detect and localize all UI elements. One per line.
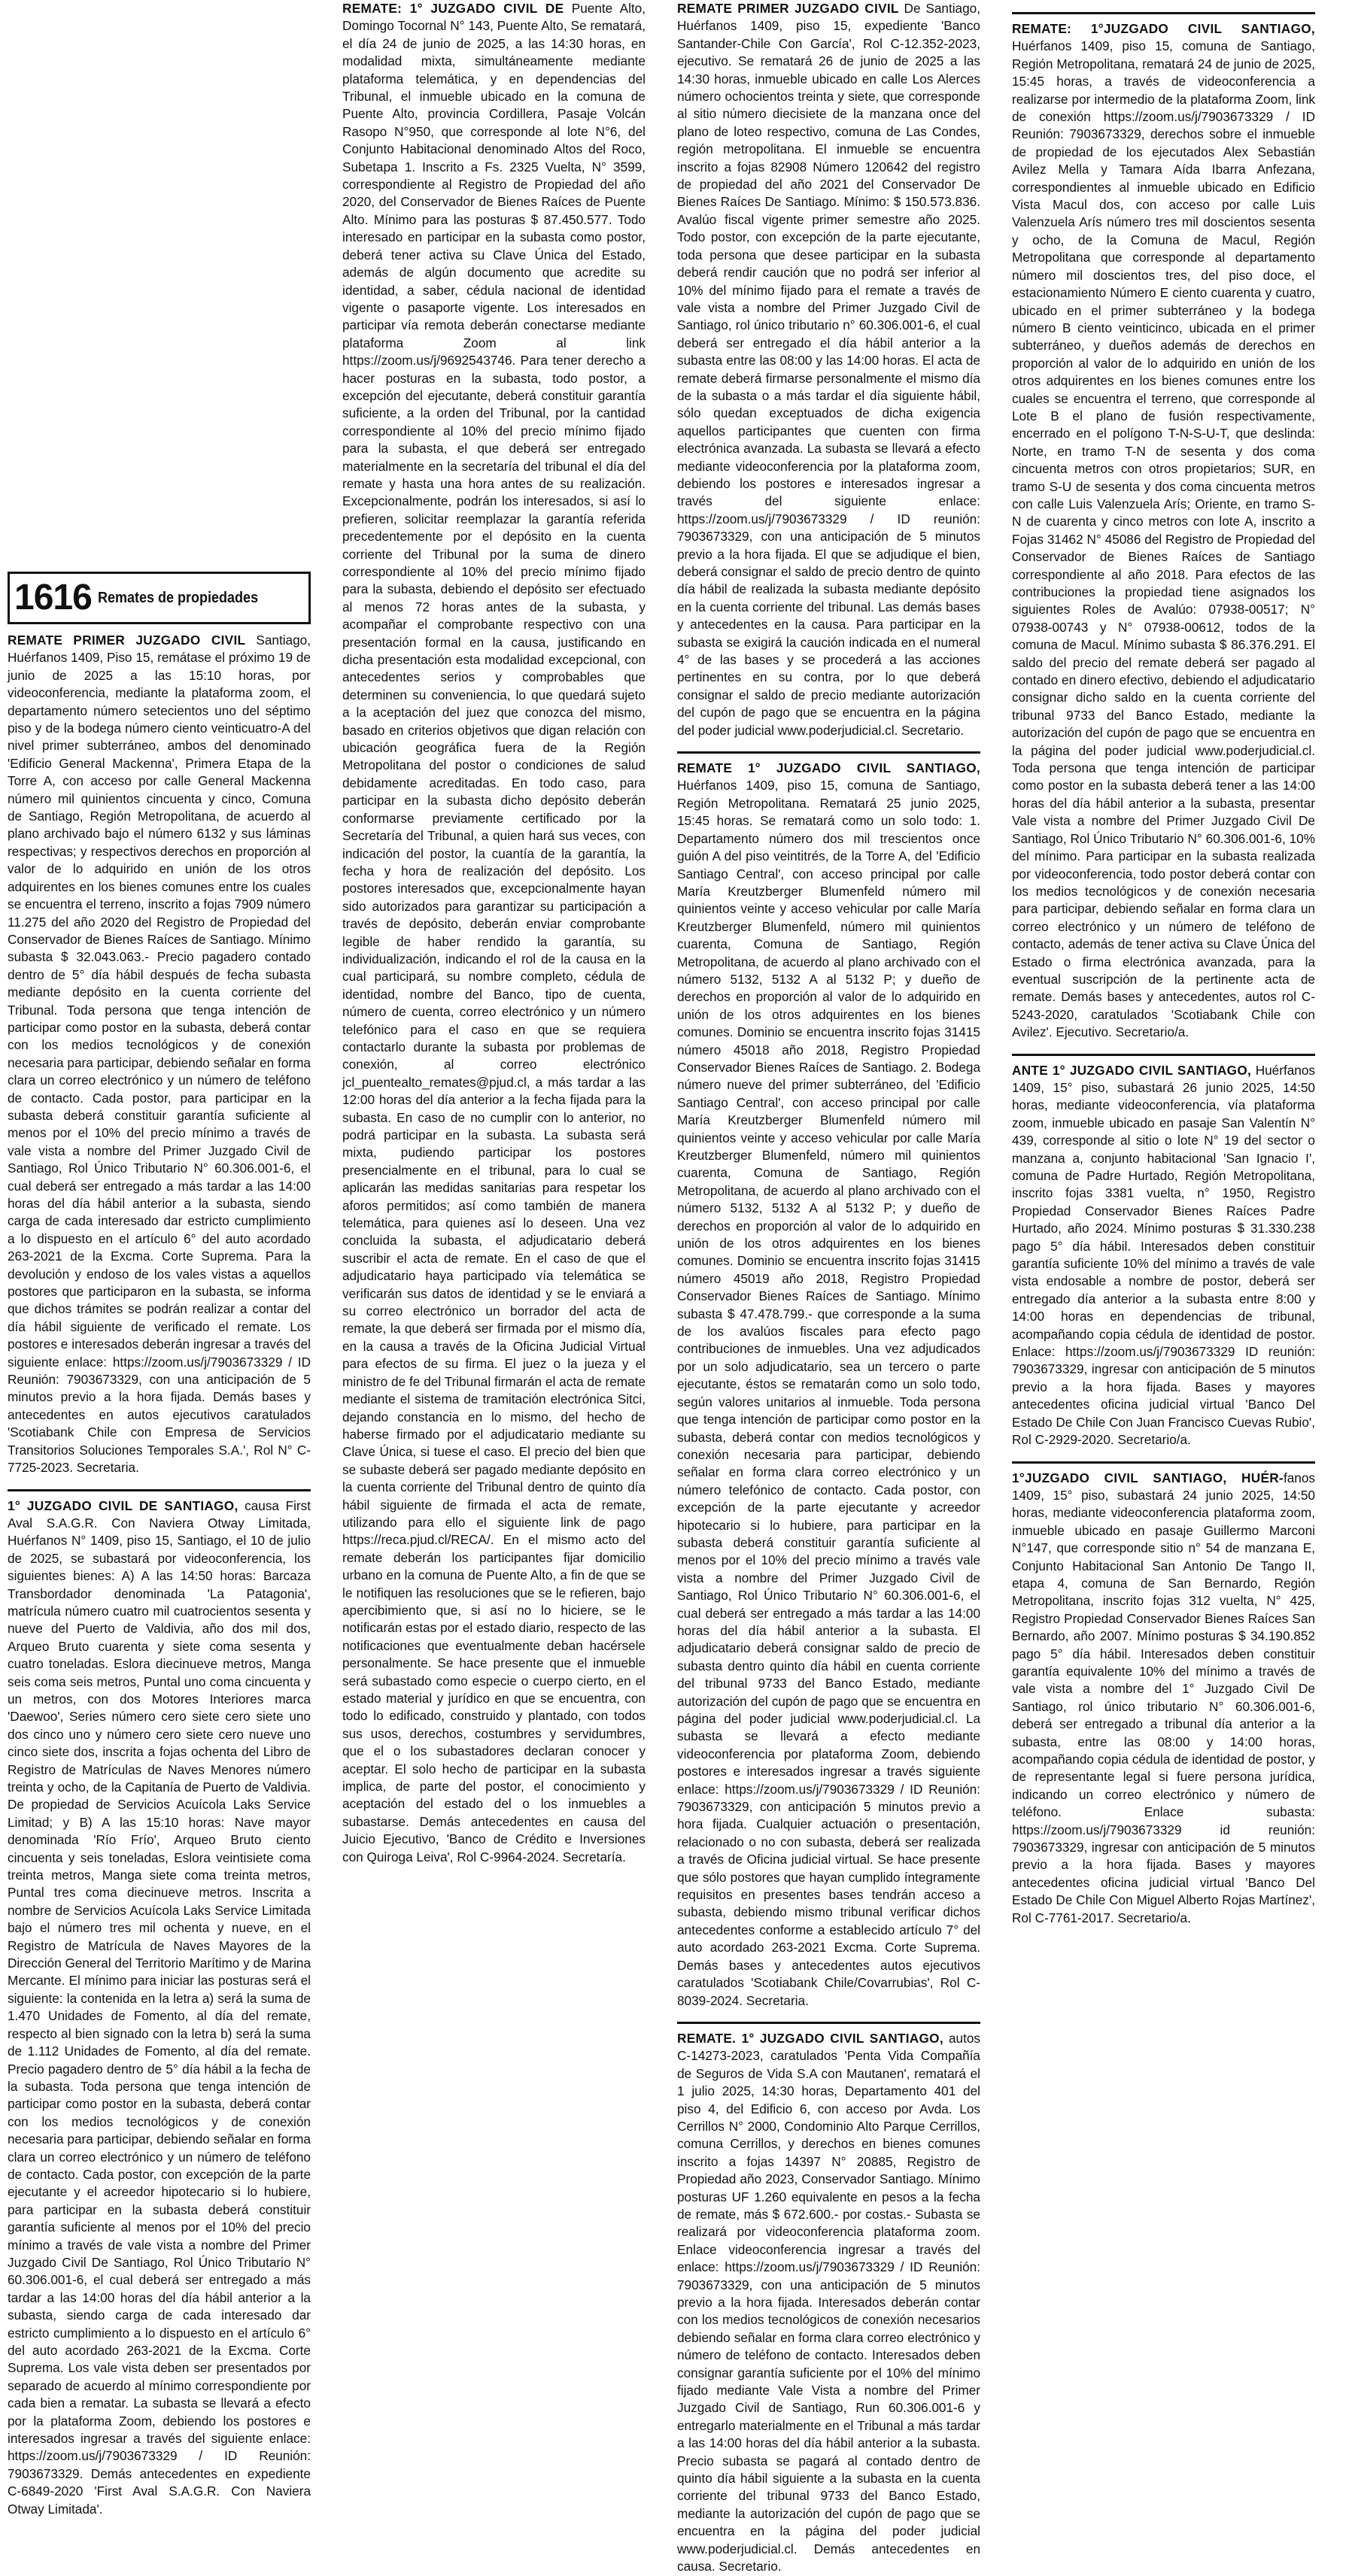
notice-lead: 1°JUZGADO CIVIL SANTIAGO, HUÉR- [1012, 1470, 1284, 1485]
notice-body: autos C-14273-2023, caratulados 'Penta Vida Compañía de Seguros de Vida S.A con Mautanen', rematará el 1 julio 2025, 14:30 horas, Departamento 401 del piso 4, del Edificio 6, con acceso por Avda. Los Cerrillos N° 2000, Condominio Alto Parque Cerrillos, comuna Cerrillos, y derechos en bienes comunes inscrito a fojas 14397 N° 20885, Registro de Propiedad año 2023, Conservador Santiago. Mínimo posturas UF 1.260 equivalente en pesos a la fecha de remate, más $ 672.600.- por costas.- Subasta se realizará por videoconferencia plataforma zoom. Enlace videoconferencia ingresar a través del enlace: https://zoom.us/j/7903673329 / ID Reunión: 7903673329, con una anticipación de 5 minutos previo a la hora fijada. Interesados deberán contar con los medios tecnológicos de conexión necesarios debiendo señalar en forma clara correo electrónico y número de teléfono de contacto. Interesados deben consignar garantía suficiente por el 10% del mínimo fijado mediante Vale Vista a nombre del Primer Juzgado Civil de Santiago, Run 60.306.001-6 y entregarlo materialmente en el Tribunal a más tardar a las 14:00 horas del día hábil anterior a la subasta. Precio subasta se pagará al contado dentro de quinto día hábil siguiente a la subasta en la cuenta corriente del tribunal 9733 del Banco Estado, mediante la autorización del cupón de pago que se encuentra en la página del poder judicial www.poderjudicial.cl. Demás antecedentes en causa. Secretario. [677, 2030, 981, 2574]
notice-lead: REMATE: 1° JUZGADO CIVIL DE [342, 1, 564, 16]
notice-body: Huérfanos 1409, 15° piso, subastará 26 junio 2025, 14:50 horas, mediante videoconferencia, vía plataforma zoom, inmueble ubicado en pasaje San Valentín N° 439, corresponde al sitio o lote N° 19 del sector o manzana a, conjunto habitacional 'San Ignacio I', comuna de Padre Hurtado, Región Metropolitana, inscrito fojas 3381 vuelta, n° 1950, Registro Propiedad Conservador Bienes Raíces Padre Hurtado, año 2024. Mínimo posturas $ 31.330.238 pago 5° día hábil. Interesados deben constituir garantía suficiente 10% del mínimo a través de vale vista endosable a nombre de postor, deberá ser entregado día anterior a la subasta entre 8:00 y 14:00 horas en dependencias de tribunal, acompañando copia cédula de identidad de postor. Enlace: https://zoom.us/j/7903673329 ID reunión: 7903673329, ingresar con anticipación de 5 minutos previo a la hora fijada. Bases y mayores antecedentes oficina judicial virtual 'Banco Del Estado De Chile Con Juan Francisco Cuevas Rubio', Rol C-2929-2020. Secretario/a. [1012, 1062, 1315, 1448]
notice-body: Santiago, Huérfanos 1409, Piso 15, remátase el próximo 19 de junio de 2025 a las 15:10 horas, por videoconferencia, mediante la plataforma zoom, el departamento número setecientos uno del séptimo piso y de la bodega número ciento veinticuatro-A del nivel primer subterráneo, ambos del denominado 'Edificio General Mackenna', Primera Etapa de la Torre A, con acceso por calle General Mackenna número mil quinientos cincuenta y cinco, Comuna de Santiago, Región Metropolitana, de acuerdo al plano archivado bajo el número 6132 y sus láminas respectivas; y respectivos derechos en proporción al valor de lo adquirido en unión de los otros adquirentes en los bienes comunes entre los cuales se encuentra el terreno, inscrito a fojas 7909 número 11.275 del año 2020 del Registro de Propiedad del Conservador de Bienes Raíces de Santiago. Mínimo subasta $ 32.043.063.- Precio pagadero contado dentro de 5° día hábil después de fecha subasta mediante depósito en la cuenta corriente del Tribunal. Toda persona que tenga intención de participar como postor en la subasta, deberá contar con los medios tecnológicos y de conexión necesaria para participar, debiendo señalar en forma clara un correo electrónico y un número de teléfono de contacto. Cada postor, para participar en la subasta deberá constituir garantía suficiente al menos por el 10% del precio mínimo a través de vale vista a nombre del Primer Juzgado Civil de Santiago, Rol Único Tributario N° 60.306.001-6, el cual deberá ser entregado a más tardar a las 14:00 horas del día hábil anterior a la subasta, siendo carga de cada interesado dar estricto cumplimiento a lo dispuesto en el artículo 6° del auto acordado 263-2021 de la Excma. Corte Suprema. Para la devolución y endoso de los vales vistas a aquellos postores que participaron en la subasta, se informa que dichos trámites se podrán realizar a contar del día hábil siguiente de verificado el remate. Los postores e interesados deberán ingresar a través del siguiente enlace: https://zoom.us/j/7903673329 / ID Reunión: 7903673329, con una anticipación de 5 minutos previo a la hora fijada. Demás bases y antecedentes en autos ejecutivos caratulados 'Scotiabank Chile con Empresa de Servicios Transitorios Soluciones Temporales S.A.', Rol N° C-7725-2023. Secretaria. [8, 633, 311, 1476]
notice-lead: REMATE PRIMER JUZGADO CIVIL [677, 1, 899, 16]
section-title: Remates de propiedades [97, 590, 258, 606]
notice-lead: 1° JUZGADO CIVIL DE SANTIAGO, [8, 1497, 239, 1513]
notice-6 [677, 2022, 980, 2576]
column-4 [1012, 0, 1315, 2517]
notice-body: Huérfanos 1409, piso 15, comuna de Santiago, Región Metropolitana, rematará 24 de junio de 2025, 15:45 horas, a través de videoconferencia a realizarse por intermedio de la plataforma Zoom, link de conexión https://zoom.us/j/7903673329 / ID Reunión: 7903673329, derechos sobre el inmueble de propiedad de los ejecutados Alex Sebastián Avilez Mella y Tamara Aída Ibarra Anfezana, correspondientes al inmueble ubicado en Edificio Vista Macul dos, con acceso por calle Luis Valenzuela Arís número tres mil doscientos sesenta y ocho, de la Comuna de Macul, Región Metropolitana que corresponde al departamento número mil doscientos tres, del piso doce, el estacionamiento Número E ciento cuarenta y cuatro, ubicado en el primer subterráneo y la bodega número B ciento veinticinco, ubicada en el primer subterráneo, y dueños además de derechos en proporción al valor de lo adquirido en unión de los otros adquirentes en los bienes comunes entre los cuales se encuentra el terreno, que corresponde al Lote B el plano de fusión respectivamente, encerrado en el polígono T-N-S-U-T, que deslinda: Norte, en tramo T-N de sesenta y dos coma cincuenta metros con otros propietarios; SUR, en tramo S-U de sesenta y dos coma cincuenta metros con calle Luis Valenzuela Arís; Oriente, en tramo S-N de cuarenta y cinco metros con lote A, inscrito a Fojas 31462 N° 45086 del Registro de Propiedad del Conservador de Bienes Raíces de Santiago correspondiente al año 2018. Para efectos de las contribuciones la propiedad tiene asignados los siguientes Roles de Avalúo: 07938-00517; N° 07938-00743 y N° 07938-00612, todos de la comuna de Macul. Mínimo subasta $ 86.376.291. El saldo del precio del remate deberá ser pagado al contado en dinero efectivo, debiendo el adjudicatario consignar dicho saldo en la cuenta corriente del tribunal 9733 del Banco Estado, mediante la autorización del cupón de pago que se encuentra en la página del poder judicial www.poderjudicial.cl. Toda persona que tenga intención de participar como postor en la subasta deberá tener a las 14:00 horas del día hábil anterior a la subasta, presentar Vale vista a nombre del Primer Juzgado Civil De Santiago, Rol Único Tributario N° 60.306.001-6, 10% del mínimo. Para participar en la subasta realizada por videoconferencia, todo postor deberá contar con los medios tecnológicos y de conexión necesaria para participar, debiendo señalar en forma clara un correo electrónico y un número de teléfono de contacto, además de tener activa su Clave Única del Estado o firma electrónica avanzada, para la eventual suscripción de la pertinente acta de remate. Demás bases y antecedentes, autos rol C-5243-2020, caratulados 'Scotiabank Chile con Avilez'. Ejecutivo. Secretario/a. [1012, 38, 1315, 1040]
column-2 [342, 0, 646, 2517]
notice-lead: REMATE PRIMER JUZGADO CIVIL [8, 633, 246, 648]
notice-1 [8, 632, 311, 1477]
notice-8 [1012, 1054, 1315, 1449]
notice-lead: REMATE: 1°JUZGADO CIVIL SANTIAGO, [1012, 21, 1315, 36]
notice-lead: ANTE 1° JUZGADO CIVIL SANTIAGO, [1012, 1062, 1252, 1078]
notice-4 [677, 0, 980, 739]
notice-lead: REMATE 1° JUZGADO CIVIL SANTIAGO, [677, 760, 980, 776]
column-3 [677, 0, 981, 2574]
notice-3 [342, 0, 646, 1866]
notice-body: Huérfanos 1409, piso 15, comuna de Santiago, Región Metropolitana. Rematará 25 junio 2025, 15:45 horas. Se rematará como un solo todo: 1. Departamento número dos mil trescientos once guión A del piso veintitrés, de la Torre A, del 'Edificio Santiago Central', con acceso principal por calle María Kreutzberger Blumenfeld número mil quinientos veinte y acceso vehicular por calle María Kreutzberger Blumenfeld, número mil quinientos cuarenta, Comuna de Santiago, Región Metropolitana, de acuerdo al plano archivado con el número 5132, 5132 A al 5132 P; y dueño de derechos en proporción al valor de lo adquirido en unión de los otros adquirentes en los bienes comunes. Dominio se encuentra inscrito fojas 31415 número 45018 año 2018, Registro Propiedad Conservador Bienes Raíces de Santiago. 2. Bodega número nueve del primer subterráneo, del 'Edificio Santiago Central', con acceso principal por calle María Kreutzberger Blumenfeld número mil quinientos veinte y acceso vehicular por calle María Kreutzberger Blumenfeld, número mil quinientos cuarenta, Comuna de Santiago, Región Metropolitana, de acuerdo al plano archivado con el número 5132, 5132 A al 5132 P; y dueño de derechos en proporción al valor de lo adquirido en unión de los otros adquirentes en los bienes comunes. Dominio se encuentra inscrito fojas 31415 número 45019 año 2018, Registro Propiedad Conservador Bienes Raíces de Santiago. Mínimo subasta $ 47.478.799.- que corresponde a la suma de los avalúos fiscales para efecto pago contribuciones de inmuebles. Una vez adjudicados por un solo adjudicatario, sea un tercero o parte ejecutante, éstos se rematarán como un solo todo, según valores unitarios al inmueble. Toda persona que tenga intención de participar como postor en la subasta, deberá contar con medios tecnológicos y conexión necesaria para participar, debiendo señalar en forma clara correo electrónico y un número telefónico de contacto. Cada postor, con excepción de la parte ejecutante y acreedor hipotecario si lo hubiere, para participar en la subasta deberá constituir garantía suficiente al menos por el 10% del precio mínimo a través vale vista a nombre del Primer Juzgado Civil de Santiago, Rol Único Tributario N° 60.306.001-6, el cual deberá ser entregado a más tardar a las 14:00 horas del día hábil anterior a la subasta. El adjudicatario deberá consignar saldo de precio de subasta dentro quinto día hábil en cuenta corriente del tribunal 9733 del Banco Estado, mediante autorización del cupón de pago que se encuentra en página del poder judicial www.poderjudicial.cl. La subasta se llevará a efecto mediante videoconferencia por plataforma Zoom, debiendo postores e interesados ingresar a través siguiente enlace: https://zoom.us/j/7903673329 / ID Reunión: 7903673329, con anticipación 5 minutos previo a hora fijada. Cualquier actuación o presentación, relacionado o no con subasta, deberá ser realizada a través de Oficina judicial virtual. Se hace presente que sólo postores que hayan cumplido íntegramente requisitos en presentes bases tendrán acceso a subasta, debiendo mismo tribunal verificar dichos antecedentes conforme a establecido artículo 7° del auto acordado 263-2021 Excma. Corte Suprema. Demás bases y antecedentes autos ejecutivos caratulados 'Scotiabank Chile/Covarrubias', Rol C-8039-2024. Secretaria. [677, 778, 980, 2008]
section-header [8, 572, 311, 624]
notice-lead: REMATE. 1° JUZGADO CIVIL SANTIAGO, [677, 2030, 943, 2046]
column-1 [8, 0, 311, 2517]
notice-body: Puente Alto, Domingo Tocornal N° 143, Puente Alto, Se rematará, el día 24 de junio de 2025, a las 14:30 horas, en modalidad mixta, simultáneamente mediante plataforma telemática, y en dependencias del Tribunal, el inmueble ubicado en la comuna de Puente Alto, provincia Cordillera, Pasaje Volcán Rasopo N°950, que corresponde al lote N°6, del Conjunto Habitacional denominado Altos del Roco, Subetapa 1. Inscrito a Fs. 2325 Vuelta, N° 3599, correspondiente al Registro de Propiedad del año 2020, del Conservador de Bienes Raíces de Puente Alto. Mínimo para las posturas $ 87.450.577. Todo interesado en participar en la subasta como postor, deberá tener activa su Clave Única del Estado, además de algún documento que acredite su identidad, a saber, cédula nacional de identidad vigente o pasaporte vigente. Los interesados en participar vía remota deberán conectarse mediante plataforma Zoom al link https://zoom.us/j/9692543746. Para tener derecho a hacer posturas en la subasta, todo postor, a excepción del ejecutante, deberá constituir garantía suficiente, a la orden del Tribunal, por la cantidad correspondiente al 10% del precio mínimo fijado para la subasta, el que deberá ser entregado materialmente en la secretaría del tribunal el día del remate y hasta una hora antes de su realización. Excepcionalmente, podrán los interesados, si así lo prefieren, solicitar reemplazar la garantía referida precedentemente por el depósito en la cuenta corriente del Tribunal por la suma de dinero correspondiente al 10% del precio mínimo fijado para la subasta, debiendo el depósito ser efectuado al menos 72 horas antes de la subasta, y acompañar el comprobante respectivo con una presentación formal en la causa, justificando en dicha presentación esta modalidad excepcional, con antecedentes serios y comprobables que determinen su conveniencia, lo que quedará sujeto a la aceptación del juez que conozca del mismo, basado en criterios objetivos que digan relación con ubicación geográfica fuera de la Región Metropolitana del postor o condiciones de salud debidamente acreditadas. En todo caso, para participar en la subasta dicho depósito deberán conformarse previamente certificado por la Secretaría del Tribunal, a quien hará sus veces, con indicación del postor, la cuantía de la garantía, la fecha y hora de realización del depósito. Los postores interesados que, excepcionalmente hayan sido autorizados para garantizar su participación a través de depósito, deberán enviar comprobante legible de haber rendido la garantía, su individualización, indicando el rol de la causa en la cual participará, su nombre completo, cédula de identidad, nombre del Banco, tipo de cuenta, número de cuenta, correo electrónico y un número telefónico para el caso en que se requiera contactarlo durante la subasta por problemas de conexión, al correo electrónico jcl_puentealto_remates@pjud.cl, a más tardar a las 12:00 horas del día anterior a la fecha fijada para la subasta. En caso de no cumplir con lo anterior, no podrá participar en la subasta. La subasta será mixta, pudiendo participar los postores presencialmente en el tribunal, para lo cual se aplicarán las medidas sanitarias para respetar los aforos permitidos; así como también de manera telemática, para quienes así lo deseen. Una vez concluida la subasta, el adjudicatario deberá suscribir el acta de remate. En el caso de que el adjudicatario haya participado vía telemática se verificarán sus datos de identidad y se le enviará a su correo electrónico un borrador del acta de remate, la que deberá ser firmada por el mismo día, en la causa a través de la Oficina Judicial Virtual para efectos de su firma. El juez o la jueza y el ministro de fe del Tribunal firmarán el acta de remate mediante el sistema de tramitación electrónica Sitci, dejando constancia en lo mismo, del hecho de haberse firmado por el adjudicatario mediante su Clave Única, si tuese el caso. El precio del bien que se subaste deberá ser pagado mediante depósito en la cuenta corriente del Tribunal dentro de quinto día hábil siguiente de firmada el acta de remate, utilizando para ello el siguiente link de pago https://reca.pjud.cl/RECA/. En el mismo acto del remate deberán los participantes fijar domicilio urbano en la comuna de Puente Alto, a fin de que se le notifiquen las resoluciones que se le refieren, bajo apercibimiento que, si así no lo hiciere, se le notificarán estas por el estado diario, respecto de las notificaciones que eventualmente deban hacérsele personalmente. Se hace presente que el inmueble será subastado como especie o cuerpo cierto, en el estado material y jurídico en que se encuentra, con todo lo edificado, construido y plantado, con todos sus usos, derechos, costumbres y servidumbres, que el o los subastadores declaran conocer y aceptar. El solo hecho de participar en la subasta implica, de parte del postor, el conocimiento y aceptación del estado del o los inmuebles a subastarse. Demás antecedentes en causa del Juicio Ejecutivo, 'Banco de Crédito e Inversiones con Quiroga Leiva', Rol C-9964-2024. Secretaría. [342, 1, 646, 1864]
notice-body: causa First Aval S.A.G.R. Con Naviera Otway Limitada, Huérfanos N° 1409, piso 15, Santiago, el 10 de julio de 2025, se subastará por videoconferencia, los siguientes bienes: A) A las 14:50 horas: Barcaza Transbordador denominada 'La Patagonia', matrícula número cuatro mil cuatrocientos sesenta y nueve del Puerto de Valdivia, año dos mil dos, Arqueo Bruto cuarenta y siete coma sesenta y cuatro toneladas. Eslora diecinueve metros, Manga seis coma seis metros, Puntal uno coma cincuenta y un metros, con dos Motores Interiores marca 'Daewoo', Series número cero siete cero siete uno dos cinco uno y número cero siete cero nueve uno cinco siete dos, inscrita a fojas ochenta del Libro de Registro de Matrículas de Naves Menores número treinta y ocho, de la Capitanía de Puerto de Valdivia. De propiedad de Servicios Acuícola Laks Service Limitad; y B) A las 15:10 horas: Nave mayor denominada 'Río Frío', Arqueo Bruto ciento cincuenta y seis toneladas, Eslora veintisiete coma treinta metros, Manga siete coma treinta metros, Puntal tres coma diecinueve metros. Inscrita a nombre de Servicios Acuícola Laks Service Limitada bajo el número tres mil ochenta y nueve, en el Registro de Matrícula de Naves Mayores de la Dirección General del Territorio Marítimo y de Marina Mercante. El mínimo para iniciar las posturas será el siguiente: la contenida en la letra a) será la suma de 1.470 Unidades de Fomento, al día del remate, respecto al bien signado con la letra b) será la suma de 1.112 Unidades de Fomento, al día del remate. Precio pagadero dentro de 5° día hábil a la fecha de la subasta. Toda persona que tenga intención de participar como postor en la subasta, deberá contar con los medios tecnológicos y de conexión necesaria para participar, debiendo señalar en forma clara un correo electrónico y un número de teléfono de contacto. Cada postor, con excepción de la parte ejecutante y el acreedor hipotecario si lo hubiere, para participar en la subasta deberá constituir garantía suficiente al menos por el 10% del precio mínimo a través de vale vista a nombre del Primer Juzgado Civil De Santiago, Rol Único Tributario N° 60.306.001-6, el cual deberá ser entregado a más tardar a las 14:00 horas del día hábil anterior a la subasta, siendo carga de cada interesado dar estricto cumplimiento a lo dispuesto en el artículo 6° del auto acordado 263-2021 de la Excma. Corte Suprema. Los vale vista deben ser presentados por separado de acuerdo al mínimo correspondiente por cada bien a rematar. La subasta se llevará a efecto por la plataforma Zoom, debiendo los postores e interesados ingresar a través del siguiente enlace: https://zoom.us/j/7903673329 / ID Reunión: 7903673329. Demás antecedentes en expediente C-6849-2020 'First Aval S.A.G.R. Con Naviera Otway Limitada'. [8, 1497, 311, 2517]
notice-9 [1012, 1461, 1315, 1928]
section-number: 1616 [14, 578, 92, 617]
notice-7 [1012, 12, 1315, 1042]
notice-body: fanos 1409, 15° piso, subastará 24 junio 2025, 14:50 horas, mediante videoconferencia plataforma zoom, inmueble ubicado en pasaje Guillermo Marconi N°147, que corresponde sitio n° 54 de manzana E, Conjunto Habitacional San Antonio De Tango II, etapa 4, comuna de San Bernardo, Región Metropolitana, inscrito fojas 312 vuelta, N° 425, Registro Propiedad Conservador Bienes Raíces San Bernardo, año 2007. Mínimo posturas $ 34.190.852 pago 5° día hábil. Interesados deben constituir garantía equivalente 10% del mínimo a través de vale vista a nombre del 1° Juzgado Civil De Santiago, rol único tributario N° 60.306.001-6, deberá ser entregado a tribunal día anterior a la subasta, entre las 08:00 y 14:00 horas, acompañando copia cédula de identidad de postor, y de representante legal si fuere persona jurídica, indicando un correo electrónico y número de teléfono. Enlace subasta: https://zoom.us/j/7903673329 id reunión: 7903673329, ingresar con anticipación de 5 minutos previo a la hora fijada. Bases y mayores antecedentes oficina judicial virtual 'Banco Del Estado De Chile Con Miguel Alberto Rojas Martínez', Rol C-7761-2017. Secretario/a. [1012, 1470, 1315, 1925]
notice-5 [677, 751, 980, 2010]
notice-2 [8, 1489, 311, 2519]
notice-body: De Santiago, Huérfanos 1409, piso 15, expediente 'Banco Santander-Chile Con García', Rol C-12.352-2023, ejecutivo. Se rematará 26 de junio de 2025 a las 14:30 horas, inmueble ubicado en calle Los Alerces número ochocientos treinta y siete, que corresponde al sitio número diecisiete de la manzana once del plano de loteo respectivo, comuna de Las Condes, región metropolitana. El inmueble se encuentra inscrito a fojas 82908 Número 120642 del registro de propiedad del año 2021 del Conservador De Bienes Raíces De Santiago. Mínimo: $ 150.573.836. Avalúo fiscal vigente primer semestre año 2025. Todo postor, con excepción de la parte ejecutante, toda persona que desee participar en la subasta deberá rendir caución que no podrá ser inferior al 10% del mínimo fijado para el remate a través de vale vista a nombre del Primer Juzgado Civil de Santiago, rol único tributario n° 60.306.001-6, el cual deberá ser entregado el día hábil anterior a la subasta entre las 08:00 y las 14:00 horas. El acta de remate deberá firmarse personalmente el mismo día de la subasta o a más tardar el día siguiente hábil, sólo quedan exceptuados de dicha exigencia aquellos participantes que cuenten con firma electrónica avanzada. La subasta se llevará a efecto mediante videoconferencia por la plataforma zoom, debiendo los postores e interesados ingresar a través del siguiente enlace: https://zoom.us/j/7903673329 / ID reunión: 7903673329, con una anticipación de 5 minutos previo a la hora fijada. El que se adjudique el bien, deberá consignar el saldo de precio dentro de quinto día hábil de realizada la subasta mediante depósito en la cuenta corriente del tribunal. Las demás bases y antecedentes en la causa. Para participar en la subasta se exigirá la caución indicada en el numeral 4° de las bases y se procederá a las acciones pertinentes en su contra, por lo que deberá consignar el saldo de precio mediante autorización del cupón de pago que se encuentra en la página del poder judicial www.poderjudicial.cl. Secretario. [677, 1, 980, 738]
